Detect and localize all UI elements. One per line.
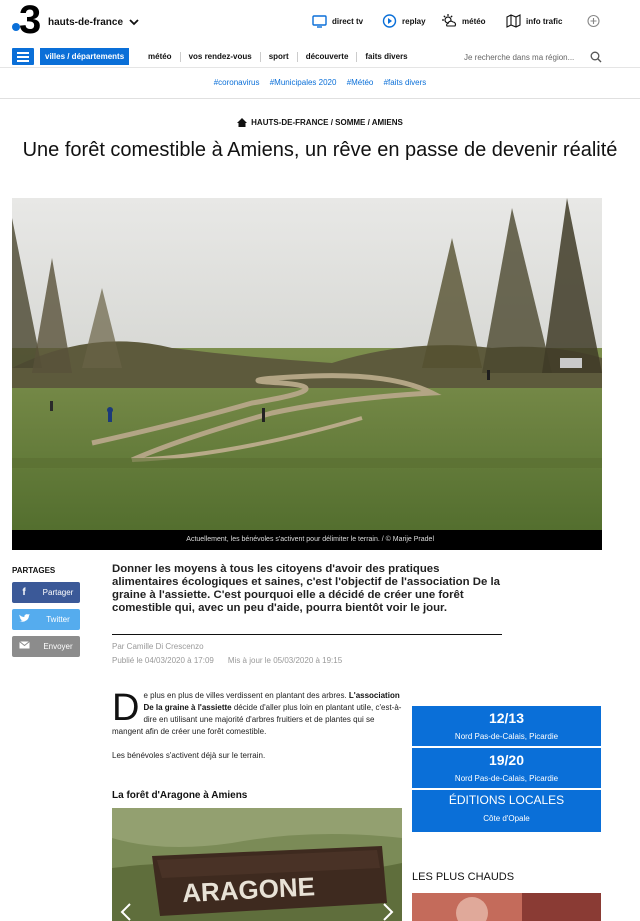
paragraph-text: décide d'aller plus loin en plantant utile, c'est-à-dire en utilisant une majorité d'arbres fruitiers et de plantes qui se mangent afin de créer une forêt comestible. xyxy=(112,703,402,736)
paragraph xyxy=(112,687,404,738)
section-nav xyxy=(140,46,416,68)
program-title: 12/13 xyxy=(488,710,525,726)
region-label: hauts-de-france xyxy=(48,17,124,28)
tag-link[interactable]: #Météo xyxy=(346,78,374,87)
hero-image xyxy=(12,198,602,550)
sign-text: ARAGONE xyxy=(181,871,316,909)
share-title: PARTAGES xyxy=(12,566,56,575)
facebook-icon: f xyxy=(22,587,26,598)
paragraph: Les bénévoles s'activent déjà sur le terrain. xyxy=(112,751,266,760)
breadcrumb-path[interactable]: HAUTS-DE-FRANCE / SOMME / AMIENS xyxy=(251,118,403,127)
twitter-share-label: Twitter xyxy=(46,615,70,624)
nav-meteo[interactable] xyxy=(442,14,486,28)
section-link-rendez-vous[interactable]: vos rendez-vous xyxy=(181,52,261,62)
nav-replay[interactable] xyxy=(382,14,426,28)
france3-logo[interactable] xyxy=(12,0,46,42)
local-editions-title: ÉDITIONS LOCALES xyxy=(448,793,565,807)
weather-icon xyxy=(442,14,457,28)
section-subheading: La forêt d'Aragone à Amiens xyxy=(112,790,248,801)
article-lead: Donner les moyens à tous les citoyens d'avoir des pratiques alimentaires écologiques et saines, c'est l'objectif de l'association De la graine à l'assiette. C'est pourquoi elle a décidé de créer une forêt comestible qui, avec un peu d'aide, pourra bientôt voir le jour. xyxy=(112,563,500,614)
twitter-share-button[interactable] xyxy=(12,609,80,630)
section-link-sport[interactable]: sport xyxy=(261,52,298,62)
map-icon xyxy=(506,14,521,28)
breadcrumb xyxy=(0,118,640,127)
search-icon[interactable] xyxy=(590,51,602,63)
facebook-share-label: Partager xyxy=(42,588,74,597)
lead-divider xyxy=(112,634,502,635)
local-editions-box[interactable] xyxy=(412,790,601,832)
nav-direct-tv[interactable] xyxy=(312,14,363,28)
search-field[interactable] xyxy=(462,48,602,66)
home-icon[interactable] xyxy=(237,118,247,127)
article-title: Une forêt comestible à Amiens, un rêve en passe de devenir réalité xyxy=(22,139,618,161)
program-region: Nord Pas-de-Calais, Picardie xyxy=(454,732,559,741)
tag-link[interactable]: #faits divers xyxy=(383,78,427,87)
email-share-button[interactable] xyxy=(12,636,80,657)
search-placeholder[interactable]: Je recherche dans ma région... xyxy=(464,52,575,62)
article-dates xyxy=(112,656,342,665)
logo-number: 3 xyxy=(19,0,40,42)
more-button[interactable] xyxy=(586,14,601,28)
twitter-icon xyxy=(12,614,36,626)
menu-button[interactable] xyxy=(12,48,34,65)
villes-departements-button[interactable]: villes / départements xyxy=(40,48,129,65)
mail-icon xyxy=(12,641,36,652)
author-byline[interactable]: Par Camille Di Crescenzo xyxy=(112,642,204,651)
tv-icon xyxy=(312,14,327,28)
association-link[interactable]: L'association De la graine à l'assiette xyxy=(143,691,400,712)
nav-replay-label: replay xyxy=(402,16,426,26)
hero-caption: Actuellement, les bénévoles s'activent pour délimiter le terrain. / © Marije Pradel xyxy=(12,530,602,550)
nav-direct-tv-label: direct tv xyxy=(332,16,364,26)
published-date: Publié le 04/03/2020 à 17:09 xyxy=(112,656,214,665)
tag-link[interactable]: #Municipales 2020 xyxy=(269,78,337,87)
article-body xyxy=(112,687,404,774)
nav-info-trafic-label: info trafic xyxy=(526,16,563,26)
plus-circle-icon xyxy=(586,14,601,28)
section-bar xyxy=(0,46,640,68)
nav-meteo-label: météo xyxy=(462,16,486,26)
divider xyxy=(0,98,640,99)
hot-news-thumbnail[interactable] xyxy=(412,893,601,921)
chevron-down-icon xyxy=(129,19,139,26)
region-selector[interactable] xyxy=(48,17,139,28)
section-link-meteo[interactable]: météo xyxy=(140,52,181,62)
field-landscape-photo xyxy=(12,198,602,550)
email-share-label: Envoyer xyxy=(43,642,73,651)
section-link-faits-divers[interactable]: faits divers xyxy=(365,52,408,61)
nav-info-trafic[interactable] xyxy=(506,14,562,28)
program-title: 19/20 xyxy=(488,752,525,768)
aragone-photo xyxy=(112,808,402,921)
replay-icon xyxy=(382,14,397,28)
section-link-decouverte[interactable]: découverte xyxy=(298,52,358,62)
paragraph-text: e plus en plus de villes verdissent en plantant des arbres. xyxy=(143,691,349,700)
program-12-13-box[interactable] xyxy=(412,706,601,746)
program-region: Nord Pas-de-Calais, Picardie xyxy=(454,774,559,783)
tag-link[interactable]: #coronavirus xyxy=(213,78,260,87)
drop-cap: D xyxy=(112,687,140,729)
local-edition-name: Côte d'Opale xyxy=(483,814,530,823)
facebook-share-button[interactable] xyxy=(12,582,80,603)
program-19-20-box[interactable] xyxy=(412,748,601,788)
top-bar xyxy=(0,0,640,46)
trending-tags xyxy=(0,78,640,87)
updated-date: Mis à jour le 05/03/2020 à 19:15 xyxy=(227,656,343,665)
hot-news-title: LES PLUS CHAUDS xyxy=(412,871,515,883)
aragone-sign-photo xyxy=(112,808,402,921)
